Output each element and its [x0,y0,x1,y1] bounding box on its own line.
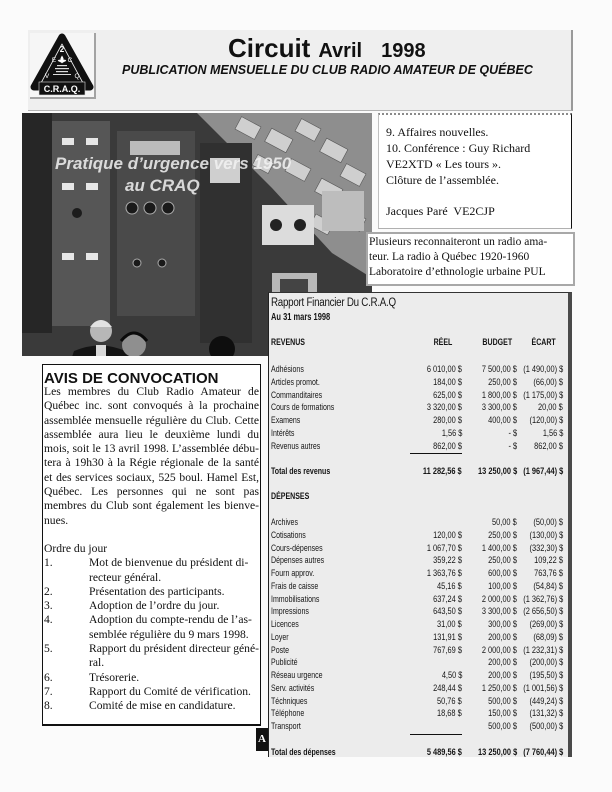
cell-reel: 1 067,70 $ [426,542,462,554]
cell-ecart: 763,76 $ [534,568,563,579]
agenda-list [44,542,259,714]
cell-reel: 3 320,00 $ [426,402,462,414]
cell-label: Cours-dépenses [271,542,323,554]
cell-budget: 13 250,00 $ [477,746,517,758]
cell-ecart: 1,56 $ [542,427,563,439]
caption-line: Plusieurs reconnaiteront un radio ama- [369,236,548,248]
logo-text-right: C [67,57,73,64]
agenda-item-number: 2. [44,584,53,598]
table-row [269,441,568,453]
table-row [269,645,568,657]
cell-reel: 248,44 $ [433,682,462,694]
paragraph-line: assemblée aura lieu le deuxième lundi du [44,427,259,441]
logo-text-bottom-left: V [44,73,50,80]
cell-reel: 4,50 $ [441,670,462,681]
caption-line: teur. La radio à Québec 1920-1960 [369,251,530,263]
cell-ecart: (332,30) $ [529,542,563,554]
paragraph-line: mois, soit le 13 avril 1998. L’assemblée débu- [44,442,259,456]
cell-reel: 1,56 $ [441,427,462,439]
cell-ecart: (54,84) $ [533,580,563,592]
agenda-item-text: Présentation des participants. [89,584,225,598]
cell-reel: 625,00 $ [433,389,462,401]
notice-box [42,364,261,726]
cell-label: Serv. activités [271,682,315,694]
subtotal-underline [410,453,462,454]
agenda-line: VE2XTD « Les tours ». [386,157,501,171]
agenda-item-text: Rapport du président directeur géné- [89,642,259,656]
financial-report [268,292,572,757]
cell-budget: 3 300,00 $ [481,606,517,618]
cell-label: Commanditaires [271,389,323,401]
agenda-item [44,613,259,642]
agenda-item [44,599,259,613]
cell-label: Frais de caisse [271,580,319,592]
cell-label: Fourn approv. [271,568,315,579]
cell-budget: - $ [508,427,517,439]
cell-label: Revenus autres [271,440,321,452]
agenda-item-text: semblée régulière du 9 mars 1998. [89,627,249,641]
cell-reel: 637,24 $ [433,593,462,605]
agenda-item-text: Trésorerie. [89,670,140,684]
cell-reel: 120,00 $ [433,529,462,541]
masthead-subtitle: PUBLICATION MENSUELLE DU CLUB RADIO AMATEUR DE QUÉBEC [122,63,533,77]
column-header-ecart: ÉCART [531,337,556,348]
cell-budget: 2 000,00 $ [481,593,517,605]
cell-reel: 1 363,76 $ [426,568,462,579]
agenda-line: Clôture de l’assemblée. [386,173,499,187]
cell-ecart: (1 490,00) $ [523,364,563,375]
cell-label: Téchniques [271,695,308,707]
agenda-item [44,585,259,599]
cell-label: Total des dépenses [271,746,336,758]
cell-reel: 5 489,56 $ [426,746,462,758]
paragraph-line: et des services sociaux, 525 boul. Hamel Est, [44,470,259,484]
financial-report-date: Au 31 mars 1998 [271,312,331,323]
table-row [269,606,568,618]
agenda-item-number: 3. [44,599,53,613]
cell-label: Archives [271,517,298,528]
cell-reel: 862,00 $ [433,440,462,452]
table-row [269,364,568,376]
expense-section-header: DÉPENSES [271,491,310,502]
table-row [269,543,568,555]
agenda-item-number: 6. [44,670,53,684]
radio-transmitter [322,191,364,231]
cell-budget: 500,00 $ [488,721,517,732]
paragraph-line: tera à 19h30 à la Régie régionale de la santé [44,456,259,470]
cell-label: Réseau urgence [271,670,323,681]
cell-ecart: (131,32) $ [529,708,563,720]
photo-overlay-title: Pratique d’urgence vers 1950 [55,154,292,173]
agenda-line: 10. Conférence : Guy Richard [386,141,531,155]
cell-budget: 250,00 $ [488,529,517,541]
cell-reel: 359,22 $ [433,555,462,567]
agenda-item-text: recteur général. [89,570,162,584]
agenda-item-text: Adoption du compte-rendu de l’as- [89,613,252,627]
cell-ecart: (1 232,31) $ [523,644,563,656]
cell-budget: 7 500,00 $ [481,364,517,375]
equipment-rack-left [52,121,110,326]
cell-budget: 300,00 $ [488,619,517,630]
agenda-continued-box [378,113,572,229]
cell-reel: 767,69 $ [433,644,462,656]
table-row [269,530,568,542]
cell-reel: 45,16 $ [437,580,462,592]
paragraph-line: assemblée mensuelle régulière du Club. Cette [44,413,259,427]
cell-ecart: 109,22 $ [534,555,563,567]
cell-budget: 250,00 $ [488,555,517,567]
table-row [269,683,568,695]
cell-budget: 500,00 $ [488,695,517,707]
column-header-budget: BUDGET [482,337,512,348]
photo-caption-box [366,232,575,286]
cell-ecart: (50,00) $ [533,517,563,528]
agenda-item [44,556,259,585]
logo-text-bottom-right: Q [74,73,80,80]
column-header-reel: RÉEL [433,337,452,348]
cell-budget: 200,00 $ [488,657,517,669]
table-row [269,670,568,682]
paragraph-line: Les membres du Club Radio Amateur de [44,385,259,398]
cell-ecart: (2 656,50) $ [523,606,563,618]
cell-label: Adhésions [271,364,304,375]
cell-label: Téléphone [271,708,305,720]
cell-budget: 3 300,00 $ [481,402,517,414]
cell-ecart: (66,00) $ [533,376,563,388]
logo-text-top: 2 [59,45,65,54]
cell-reel: 184,00 $ [433,376,462,388]
agenda-item-text: ral. [89,656,105,670]
cell-reel: 18,68 $ [437,708,462,720]
cell-ecart: (1 001,56) $ [523,682,563,694]
cell-ecart: (68,09) $ [533,631,563,643]
table-row [269,517,568,529]
cell-ecart: (7 760,44) $ [523,746,563,758]
cell-budget: - $ [508,440,517,452]
table-row [269,594,568,606]
issue-date: Avril 1998 [318,40,426,62]
cell-label: Publicité [271,657,298,669]
table-row [269,657,568,669]
cell-ecart: (120,00) $ [529,415,563,426]
paragraph-line: Québec inc. sont convoqués à la prochaine [44,399,259,413]
newsletter-name: Circuit [228,33,311,63]
cell-label: Articles promot. [271,376,320,388]
caption-line: Laboratoire d’ethnologie urbaine PUL [369,266,546,278]
cell-ecart: (195,50) $ [529,670,563,681]
craq-logo [30,33,96,99]
cell-ecart: (1 967,44) $ [523,466,563,477]
table-row [269,581,568,593]
cell-ecart: (200,00) $ [529,657,563,669]
table-row [269,696,568,708]
cell-budget: 1 800,00 $ [481,389,517,401]
agenda-item-number: 8. [44,699,53,713]
agenda-item-number: 7. [44,684,53,698]
cell-label: Poste [271,644,289,656]
newsletter-header [28,30,573,111]
logo-text-name: C.R.A.Q. [43,84,81,94]
cell-budget: 200,00 $ [488,631,517,643]
agenda-item-text: Rapport du Comité de vérification. [89,684,251,698]
cell-reel: 11 282,56 $ [423,466,462,477]
page-marker: A [256,728,268,751]
photo-overlay-subtitle: au CRAQ [125,176,200,195]
cell-budget: 1 400,00 $ [481,542,517,554]
cell-ecart: (130,00) $ [529,529,563,541]
table-row [269,390,568,402]
cell-reel: 50,76 $ [437,695,462,707]
table-row [269,632,568,644]
cell-budget: 150,00 $ [488,708,517,720]
cell-label: Cours de formations [271,402,335,414]
table-row [269,568,568,580]
table-row [269,402,568,414]
agenda-item [44,685,259,699]
paragraph-line: membres du Club sont également les bienve- [44,499,259,513]
paragraph-line: Québec. Les personnes qui ne sont pas [44,485,259,499]
cell-budget: 13 250,00 $ [477,466,517,477]
cell-ecart: 20,00 $ [538,402,563,414]
revenue-section-header: REVENUS [271,337,305,348]
cell-ecart: (269,00) $ [529,619,563,630]
cell-budget: 100,00 $ [488,580,517,592]
cell-reel: 131,91 $ [433,631,462,643]
total-row [269,466,568,478]
agenda-continued-lines [386,124,530,188]
cell-ecart: (1 175,00) $ [523,389,563,401]
craq-logo-icon [30,33,94,97]
cell-ecart: (500,00) $ [529,721,563,732]
financial-report-title: Rapport Financier Du C.R.A.Q [271,297,396,309]
logo-text-left: E [51,57,57,64]
agenda-item-text: Mot de bienvenue du président di- [89,556,249,570]
table-row [269,721,568,733]
cell-reel: 31,00 $ [437,619,462,630]
paragraph-line: nues. [44,513,69,527]
cell-ecart: (449,24) $ [529,695,563,707]
cell-label: Licences [271,619,299,630]
agenda-item-number: 5. [44,642,53,656]
table-row [269,708,568,720]
agenda-item-number: 1. [44,556,53,570]
total-row [269,747,568,759]
cell-budget: 250,00 $ [488,376,517,388]
cell-label: Immobilisations [271,593,320,605]
cell-label: Impressions [271,606,309,618]
cell-budget: 1 250,00 $ [481,682,517,694]
cell-reel: 643,50 $ [433,606,462,618]
subtotal-underline [410,734,462,735]
table-row [269,377,568,389]
agenda-item-number: 4. [44,613,53,627]
agenda-item-text: Comité de mise en candidature. [89,699,236,713]
agenda-title: Ordre du jour [44,542,108,555]
cell-label: Examens [271,415,301,426]
cell-reel: 280,00 $ [433,415,462,426]
table-row [269,619,568,631]
radio-receiver [262,205,314,245]
cell-budget: 50,00 $ [492,517,517,528]
table-row [269,428,568,440]
cell-label: Cotisations [271,529,306,541]
cell-label: Total des revenus [271,466,331,477]
cell-ecart: 862,00 $ [534,440,563,452]
cell-budget: 400,00 $ [488,415,517,426]
cell-label: Intérêts [271,427,295,439]
agenda-line: 9. Affaires nouvelles. [386,125,489,139]
table-row [269,415,568,427]
agenda-item [44,699,259,713]
cell-budget: 600,00 $ [488,568,517,579]
cell-label: Transport [271,721,301,732]
cell-budget: 200,00 $ [488,670,517,681]
notice-paragraph [44,385,259,528]
cell-reel: 6 010,00 $ [426,364,462,375]
table-row [269,555,568,567]
cell-budget: 2 000,00 $ [481,644,517,656]
cell-label: Loyer [271,631,289,643]
cell-ecart: (1 362,76) $ [523,593,563,605]
agenda-item [44,642,259,671]
cell-label: Dépenses autres [271,555,325,567]
notice-title: AVIS DE CONVOCATION [44,370,219,387]
agenda-item [44,671,259,685]
signature: Jacques Paré VE2CJP [386,204,495,218]
agenda-item-text: Adoption de l’ordre du jour. [89,599,220,613]
